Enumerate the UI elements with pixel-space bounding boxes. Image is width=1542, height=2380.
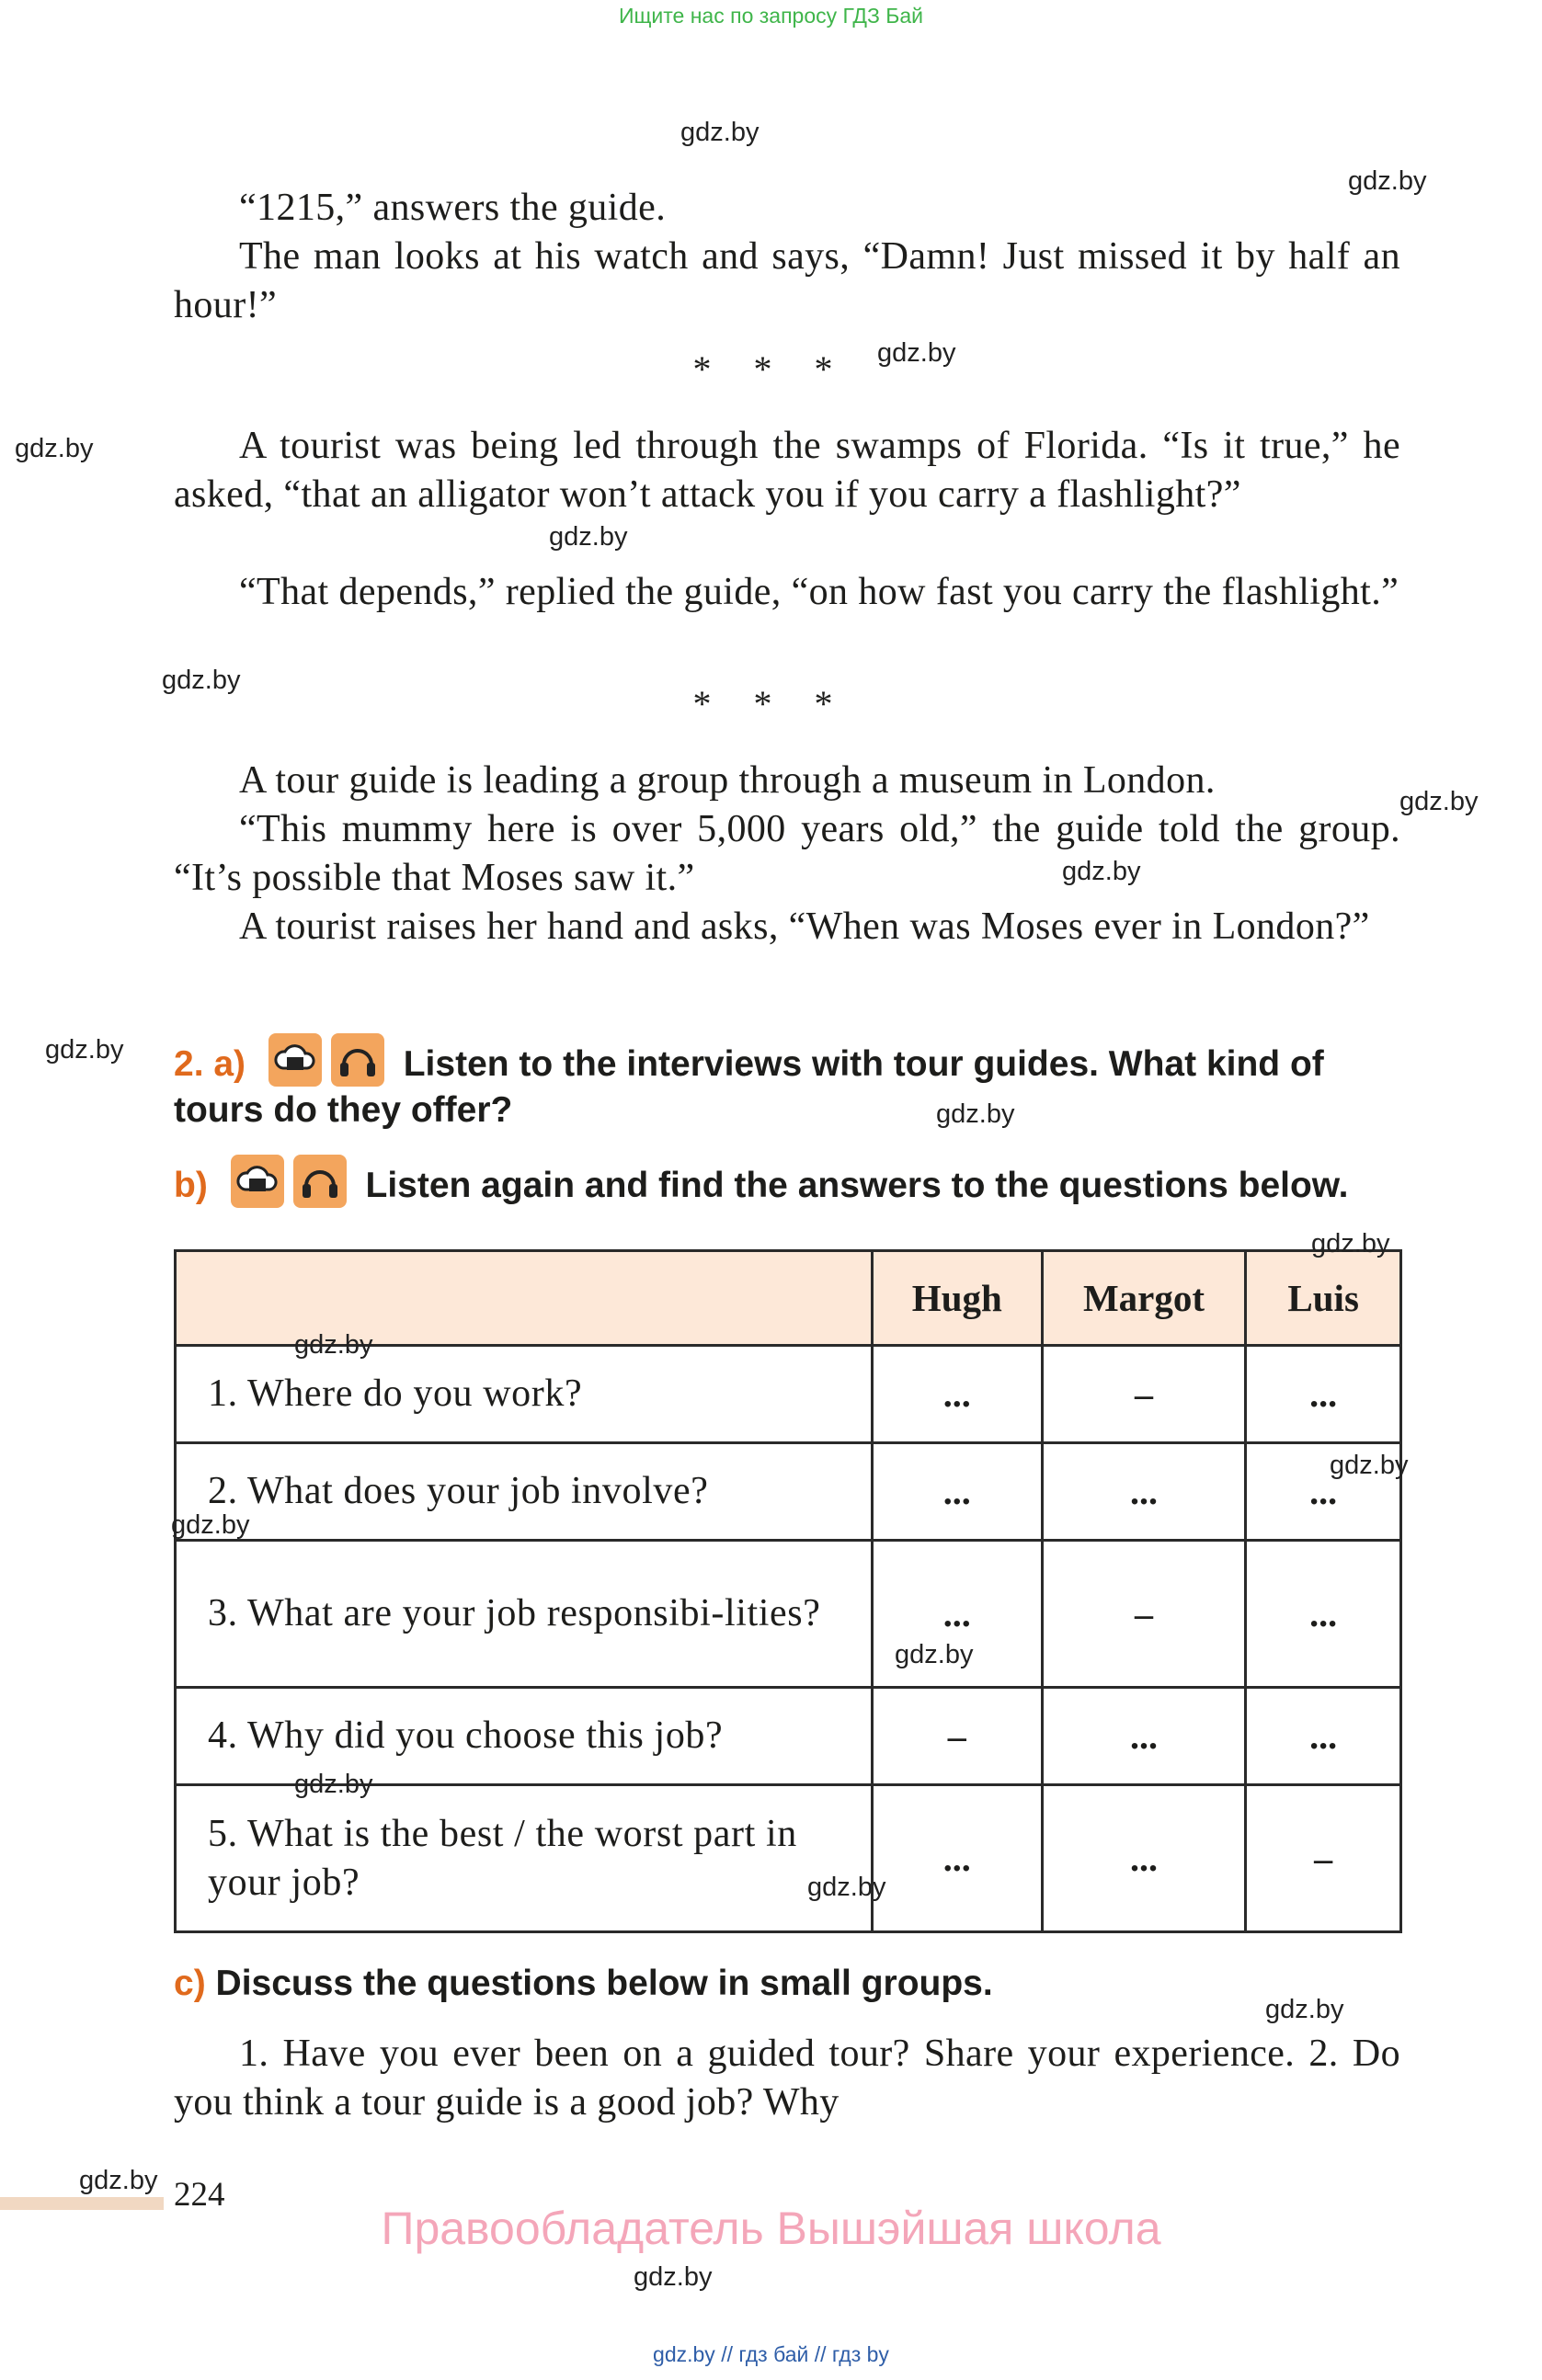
watermark: gdz.by	[549, 522, 628, 552]
margot-cell: ...	[1042, 1443, 1246, 1541]
question-cell: 4. Why did you choose this job?	[176, 1688, 873, 1785]
watermark: gdz.by	[15, 434, 94, 463]
question-cell: 2. What does your job involve?	[176, 1443, 873, 1541]
margot-cell: –	[1042, 1541, 1246, 1688]
hugh-cell: –	[872, 1688, 1042, 1785]
task-2c-text: Discuss the questions below in small groups.	[215, 1964, 993, 2003]
story3-paragraph2: “This mummy here is over 5,000 years old,” the guide told the group. “It’s possible that Moses saw it.”	[174, 808, 1400, 899]
hugh-cell: ...	[872, 1785, 1042, 1932]
story3-paragraph1: A tour guide is leading a group through a museum in London.	[239, 759, 1216, 802]
story1-line1: “1215,” answers the guide.	[239, 187, 667, 229]
watermark: gdz.by	[634, 2262, 713, 2292]
story1-line2: The man looks at his watch and says, “Damn! Just missed it by half an hour!”	[174, 235, 1400, 326]
watermark: gdz.by	[807, 1873, 886, 1902]
question-cell: 1. Where do you work?	[176, 1346, 873, 1443]
watermark: gdz.by	[936, 1099, 1015, 1129]
watermark: gdz.by	[79, 2166, 158, 2195]
watermark: gdz.by	[294, 1330, 373, 1360]
task-2b	[174, 1155, 1406, 1209]
headphones-icon[interactable]	[331, 1033, 384, 1087]
watermark: gdz.by	[877, 338, 956, 368]
question-cell: 5. What is the best / the worst part in your job?	[176, 1785, 873, 1932]
hugh-cell: ...	[872, 1443, 1042, 1541]
watermark: gdz.by	[895, 1640, 974, 1669]
watermark: gdz.by	[1265, 1995, 1344, 2024]
watermark: gdz.by	[680, 118, 760, 147]
cloud-player-icon[interactable]	[231, 1155, 284, 1208]
task-2c-number: c)	[174, 1964, 206, 2003]
task-2a	[174, 1033, 1406, 1133]
header-empty	[176, 1251, 873, 1346]
task-2c	[174, 1961, 1406, 2007]
watermark: gdz.by	[294, 1770, 373, 1799]
top-banner[interactable]: Ищите нас по запросу ГДЗ Бай	[618, 4, 924, 28]
rights-holder: Правообладатель Вышэйшая школа	[381, 2203, 1161, 2254]
task-2b-number: b)	[174, 1166, 208, 1205]
watermark: gdz.by	[1311, 1229, 1390, 1258]
watermark: gdz.by	[1348, 166, 1427, 196]
luis-cell: –	[1246, 1785, 1401, 1932]
hugh-cell: ...	[872, 1346, 1042, 1443]
header-margot: Margot	[1042, 1251, 1246, 1346]
task-2b-text: Listen again and find the answers to the questions below.	[365, 1166, 1349, 1205]
watermark: gdz.by	[45, 1035, 124, 1065]
watermark: gdz.by	[171, 1510, 250, 1540]
story2-paragraph1: A tourist was being led through the swamps of Florida. “Is it true,” he asked, “that an alligator won’t attack you if you carry a flashlight?”	[174, 425, 1400, 516]
watermark: gdz.by	[1399, 787, 1479, 816]
table-row	[176, 1443, 1401, 1541]
hugh-cell: ...	[872, 1541, 1042, 1688]
question-cell: 3. What are your job responsibi-lities?	[176, 1541, 873, 1688]
header-luis: Luis	[1246, 1251, 1401, 1346]
cloud-player-icon[interactable]	[268, 1033, 322, 1087]
task-2a-text: Listen to the interviews with tour guides. What kind of tours do they offer?	[174, 1044, 1324, 1130]
separator: * * *	[692, 348, 850, 390]
story2-paragraph2: “That depends,” replied the guide, “on how fast you carry the flashlight.”	[239, 571, 1399, 613]
luis-cell: ...	[1246, 1443, 1401, 1541]
margot-cell: –	[1042, 1346, 1246, 1443]
watermark: gdz.by	[162, 666, 241, 695]
task-2a-number: 2. a)	[174, 1044, 246, 1084]
table-row	[176, 1785, 1401, 1932]
watermark: gdz.by	[1062, 857, 1141, 886]
footer-links[interactable]: gdz.by // гдз бай // гдз by	[653, 2342, 889, 2366]
luis-cell: ...	[1246, 1541, 1401, 1688]
watermark: gdz.by	[1330, 1451, 1409, 1480]
table-row	[176, 1541, 1401, 1688]
margot-cell: ...	[1042, 1688, 1246, 1785]
task-2c-body: 1. Have you ever been on a guided tour? Share your experience. 2. Do you think a tour guide is a good job? Why	[174, 2033, 1400, 2124]
separator: * * *	[692, 683, 850, 724]
header-hugh: Hugh	[872, 1251, 1042, 1346]
luis-cell: ...	[1246, 1688, 1401, 1785]
margot-cell: ...	[1042, 1785, 1246, 1932]
story3-paragraph3: A tourist raises her hand and asks, “When was Moses ever in London?”	[239, 905, 1370, 948]
headphones-icon[interactable]	[293, 1155, 347, 1208]
page-number: 224	[174, 2176, 225, 2214]
luis-cell: ...	[1246, 1346, 1401, 1443]
